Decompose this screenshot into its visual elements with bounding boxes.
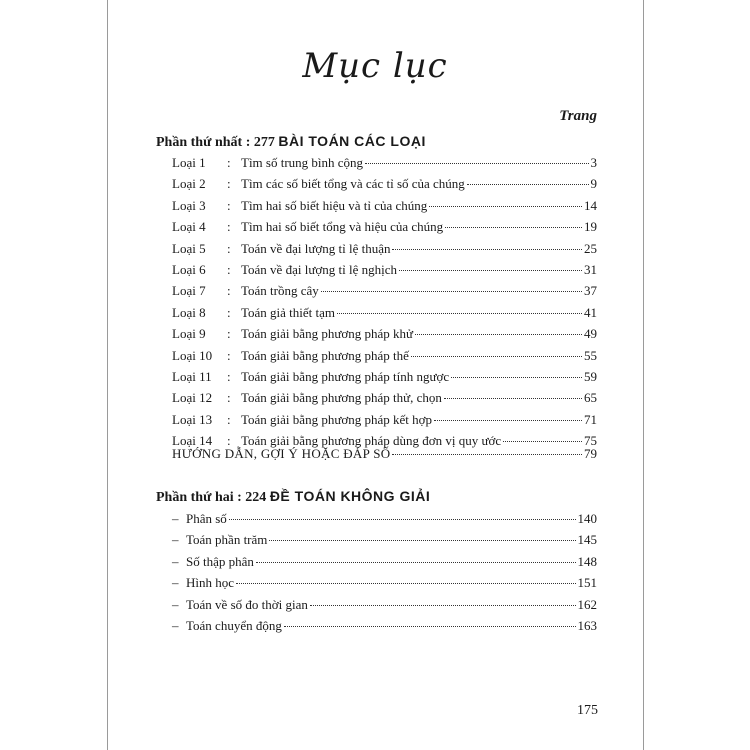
toc-row[interactable]: [172, 575, 597, 595]
toc-row-label: Loại 13: [172, 411, 213, 427]
toc-row-text: Toán trồng cây: [241, 283, 319, 299]
toc-row-colon: :: [227, 304, 231, 320]
toc-row-text: Tìm hai số biết hiệu và tỉ của chúng: [241, 197, 428, 213]
toc-row[interactable]: [172, 532, 597, 552]
leader-dots: [444, 398, 582, 399]
toc-row[interactable]: [172, 618, 597, 638]
toc-row-colon: :: [227, 433, 231, 449]
leader-dots: [321, 291, 582, 292]
toc-row-colon: :: [227, 197, 231, 213]
toc-row-page: 75: [584, 433, 597, 449]
toc-row-label: Loại 12: [172, 390, 213, 406]
toc-row-text: Toán giải bằng phương pháp khử: [241, 326, 414, 342]
leader-dots: [310, 605, 576, 606]
toc-row-text: Toán về đại lượng tỉ lệ nghịch: [241, 262, 397, 277]
toc-row-page: 79: [584, 446, 597, 461]
toc-row[interactable]: [172, 390, 597, 410]
toc-row[interactable]: [172, 262, 597, 282]
toc-row-colon: :: [227, 347, 231, 363]
toc-row-text: Toán giải bằng phương pháp thế: [241, 347, 409, 363]
toc-row-page: 19: [584, 219, 597, 235]
toc-row-dash: –: [172, 575, 179, 591]
toc-row-page: 163: [577, 618, 597, 633]
toc-row-page: 162: [577, 596, 597, 612]
toc-row-page: 14: [584, 197, 597, 213]
page-column-header: Trang: [559, 108, 597, 124]
leader-dots: [467, 184, 589, 185]
toc-row-page: 37: [584, 283, 597, 299]
leader-dots: [365, 163, 588, 164]
toc-row-page: 145: [577, 532, 597, 548]
leader-dots: [229, 519, 576, 520]
leader-dots: [451, 377, 582, 378]
toc-row-text: Tìm số trung bình cộng: [241, 155, 364, 170]
toc-row-colon: :: [227, 176, 231, 192]
toc-row-label: Loại 14: [172, 433, 213, 449]
toc-row-page: 41: [584, 304, 597, 320]
toc-row-page: 31: [584, 262, 597, 277]
toc-row[interactable]: [172, 241, 597, 261]
part1-caps: BÀI TOÁN CÁC LOẠI: [278, 133, 426, 149]
toc-row-text: Hình học: [186, 575, 235, 591]
toc-row-page: 9: [590, 176, 597, 192]
toc-row-label: Loại 3: [172, 197, 206, 213]
toc-row-colon: :: [227, 411, 231, 427]
toc-row-page: 148: [577, 553, 597, 569]
leader-dots: [392, 249, 582, 250]
toc-row-colon: :: [227, 390, 231, 406]
toc-row-page: 49: [584, 326, 597, 342]
toc-row-colon: :: [227, 155, 231, 170]
leader-dots: [269, 540, 575, 541]
toc-row-page: 25: [584, 240, 597, 256]
toc-row-text: Phân số: [186, 511, 227, 526]
leader-dots: [429, 206, 582, 207]
toc-row-colon: :: [227, 219, 231, 235]
toc-row-label: Loại 4: [172, 219, 206, 235]
toc-row-page: 140: [577, 511, 597, 526]
toc-row[interactable]: [172, 511, 597, 531]
toc-row-answers[interactable]: [172, 446, 597, 466]
toc-row-label: Loại 9: [172, 326, 206, 342]
toc-row-colon: :: [227, 369, 231, 384]
toc-row-page: 59: [584, 369, 597, 384]
page-number: 175: [577, 703, 598, 718]
toc-row[interactable]: [172, 412, 597, 432]
toc-row-text: Số thập phân: [186, 553, 254, 569]
toc-row[interactable]: [172, 348, 597, 368]
toc-row[interactable]: [172, 326, 597, 346]
leader-dots: [284, 626, 576, 627]
toc-row-text: Tìm hai số biết tổng và hiệu của chúng: [241, 219, 444, 235]
leader-dots: [503, 441, 582, 442]
toc-row-dash: –: [172, 532, 179, 548]
toc-row-dash: –: [172, 511, 179, 526]
part2-heading: [156, 488, 430, 506]
leader-dots: [411, 356, 582, 357]
part1-prefix: Phần thứ nhất : 277: [156, 135, 275, 150]
toc-row-colon: :: [227, 283, 231, 299]
toc-row-label: Loại 5: [172, 240, 206, 256]
toc-row-label: Loại 8: [172, 304, 206, 320]
toc-row[interactable]: [172, 554, 597, 574]
part2-prefix: Phần thứ hai : 224: [156, 490, 267, 505]
part1-heading: [156, 133, 426, 151]
toc-row[interactable]: [172, 305, 597, 325]
toc-row-text: Toán chuyển động: [186, 618, 282, 633]
leader-dots: [392, 454, 582, 455]
toc-row-label: Loại 11: [172, 369, 212, 384]
toc-row-page: 71: [584, 411, 597, 427]
toc-row[interactable]: [172, 155, 597, 175]
toc-row-text: Toán giả thiết tạm: [241, 304, 336, 320]
leader-dots: [399, 270, 582, 271]
toc-row[interactable]: [172, 369, 597, 389]
part2-caps: ĐỀ TOÁN KHÔNG GIẢI: [269, 488, 431, 504]
toc-row-text: Toán giải bằng phương pháp thử, chọn: [241, 390, 442, 406]
leader-dots: [236, 583, 575, 584]
toc-row-label: Loại 6: [172, 262, 206, 277]
toc-row-label: Loại 1: [172, 155, 206, 170]
toc-row-dash: –: [172, 596, 179, 612]
toc-row-text: Tìm các số biết tổng và các tỉ số của chúng: [241, 176, 465, 192]
toc-row-text: Toán giải bằng phương pháp kết hợp: [241, 411, 433, 427]
toc-row-page: 55: [584, 347, 597, 363]
toc-row[interactable]: [172, 597, 597, 617]
toc-row-colon: :: [227, 262, 231, 277]
toc-row-page: 65: [584, 390, 597, 406]
toc-row-text: Toán phần trăm: [186, 532, 268, 548]
toc-row-text: Toán giải bằng phương pháp tính ngược: [241, 369, 450, 384]
leader-dots: [337, 313, 582, 314]
toc-row-dash: –: [172, 618, 179, 633]
toc-row-label: Loại 10: [172, 347, 213, 363]
leader-dots: [415, 334, 582, 335]
toc-row-dash: –: [172, 553, 179, 569]
toc-row[interactable]: [172, 198, 597, 218]
toc-row-colon: :: [227, 240, 231, 256]
toc-row-text: HƯỚNG DẪN, GỢI Ý HOẶC ĐÁP SỐ: [172, 446, 391, 461]
toc-row-label: Loại 7: [172, 283, 206, 299]
toc-row-text: Toán giải bằng phương pháp dùng đơn vị quy ước: [241, 433, 502, 449]
leader-dots: [445, 227, 582, 228]
leader-dots: [434, 420, 582, 421]
leader-dots: [256, 562, 576, 563]
toc-row-label: Loại 2: [172, 176, 206, 192]
toc-row[interactable]: [172, 219, 597, 239]
toc-row-page: 151: [577, 575, 597, 591]
toc-row[interactable]: [172, 176, 597, 196]
toc-row[interactable]: [172, 283, 597, 303]
toc-row-text: Toán về đại lượng tỉ lệ thuận: [241, 240, 391, 256]
page-title: Mục lục: [302, 46, 448, 86]
toc-row-colon: :: [227, 326, 231, 342]
toc-row-page: 3: [590, 155, 597, 170]
toc-row-text: Toán về số đo thời gian: [186, 596, 308, 612]
